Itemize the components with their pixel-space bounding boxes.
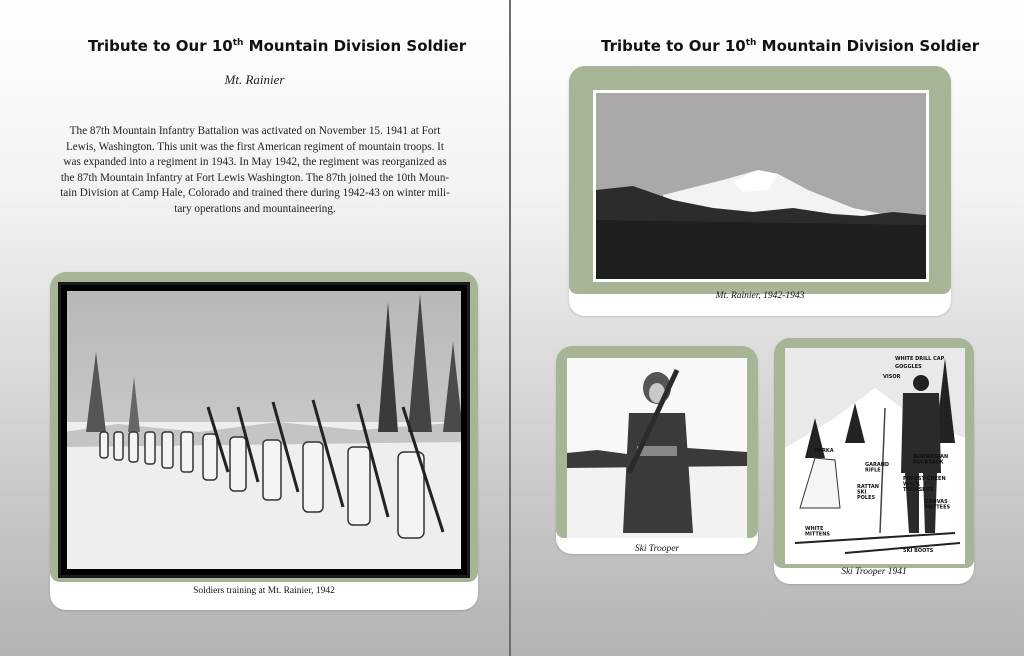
label-white-mittens: WHITE MITTENS [805, 526, 830, 538]
page-title [88, 37, 466, 55]
page-title [601, 37, 979, 55]
intro-line: The 87th Mountain Infantry Battalion was activated on November 15. 1941 at Fort [69, 125, 441, 137]
photo-caption: Mt. Rainier, 1942-1943 [715, 291, 805, 301]
intro-line: the 87th Mountain Infantry at Fort Lewis Washington. The 87th joined the 10th Moun- [60, 171, 450, 184]
title-superscript: th [232, 38, 244, 48]
page-subtitle: Mt. Rainier [224, 72, 285, 87]
photo-caption: Ski Trooper 1941 [841, 567, 907, 577]
ski-trooper-1941-card [774, 338, 974, 584]
ski-trooper-photo-card [556, 346, 758, 554]
label-goggles: GOGGLES [895, 364, 922, 370]
title-prefix: Tribute to Our 10 [88, 37, 233, 55]
label-white-drill-cap: WHITE DRILL CAP [895, 356, 945, 362]
mountain-photo-card [569, 66, 951, 316]
left-page [0, 0, 509, 656]
intro-line: tary operations and mountaineering. [174, 202, 336, 215]
photo-caption: Ski Trooper [634, 544, 680, 554]
mt-rainier-photo [593, 90, 929, 282]
label-parka: PARKA [815, 448, 834, 454]
title-prefix: Tribute to Our 10 [601, 37, 746, 55]
label-garand-rifle: GARAND RIFLE [865, 462, 890, 474]
label-visor: VISOR [883, 374, 901, 380]
ski-trooper-photo [567, 358, 747, 538]
label-ski-boots: SKI BOOTS [903, 548, 934, 554]
title-suffix: Mountain Division Soldier [243, 37, 467, 55]
label-canvas-puttees: CANVAS PUTTEES [925, 499, 951, 511]
right-page [511, 0, 1024, 656]
soldiers-photo-card [50, 272, 478, 610]
title-suffix: Mountain Division Soldier [756, 37, 980, 55]
label-norwegian-rucksack: NORWEGIAN RUCKSACK [913, 454, 949, 466]
ski-trooper-illustration [785, 348, 965, 564]
intro-line: was expanded into a regiment in 1943. In May 1942, the regiment was reorganized as [63, 156, 447, 168]
label-forest-green: FOREST GREEN WOOL TROUSERS [903, 476, 946, 493]
soldiers-training-photo [58, 282, 470, 578]
intro-line: Lewis, Washington. This unit was the first American regiment of mountain troops. It [65, 140, 445, 153]
title-superscript: th [745, 38, 757, 48]
label-ski-poles: RATTAN SKI POLES [857, 484, 879, 501]
intro-paragraph [48, 124, 462, 217]
photo-caption: Soldiers training at Mt. Rainier, 1942 [193, 586, 335, 596]
intro-line: tain Division at Camp Hale, Colorado and trained there during 1942-43 on winter mili- [60, 187, 450, 199]
